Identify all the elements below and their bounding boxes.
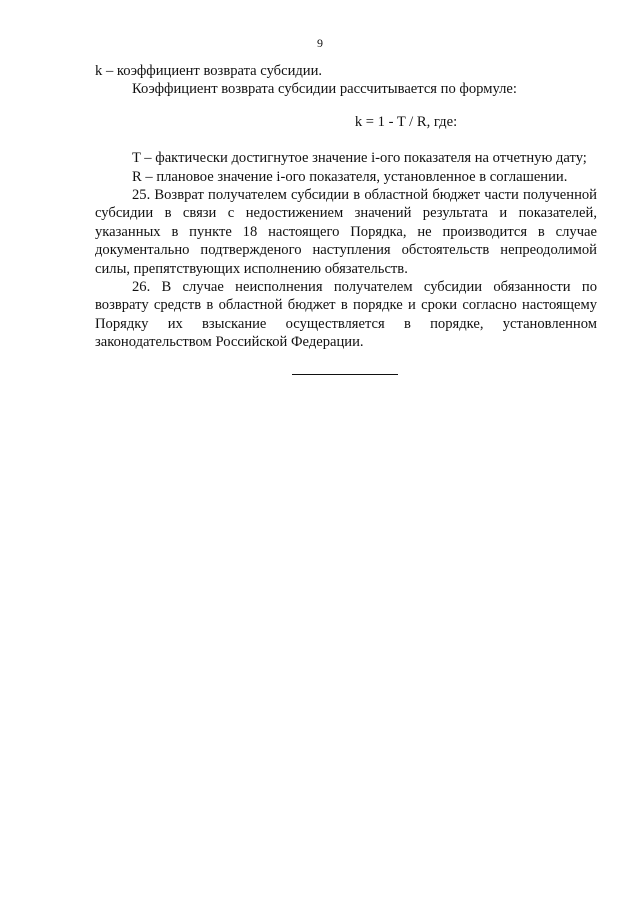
r-definition: R – плановое значение i-ого показателя, установленное в соглашении. xyxy=(132,168,568,185)
document-body xyxy=(95,62,597,352)
end-divider xyxy=(292,374,398,375)
k-definition: k – коэффициент возврата субсидии. xyxy=(95,63,323,79)
t-definition: T – фактически достигнутое значение i-ого показателя на отчетную дату; xyxy=(132,150,587,167)
paragraph-26: 26. В случае неисполнения получателем субсидии обязанности по возврату средств в областной бюджет в порядке и сроки согласно настоящему Порядку их взыскание осуществляется в порядке, установленном законодательством Российской Федерации. xyxy=(95,279,597,351)
formula: k = 1 - T / R, где: xyxy=(354,113,458,130)
paragraph-25: 25. Возврат получателем субсидии в областной бюджет части полученной субсидии в связи с недостижением значений результата и показателей, указанных в пункте 18 настоящего Порядка, не производится в случае документально подтвержденого наступления обстоятельств непреодолимой силы, препятствующих исполнению обязательств. xyxy=(95,187,597,277)
page-number: 9 xyxy=(317,36,323,50)
formula-intro: Коэффициент возврата субсидии рассчитывается по формуле: xyxy=(132,81,517,98)
